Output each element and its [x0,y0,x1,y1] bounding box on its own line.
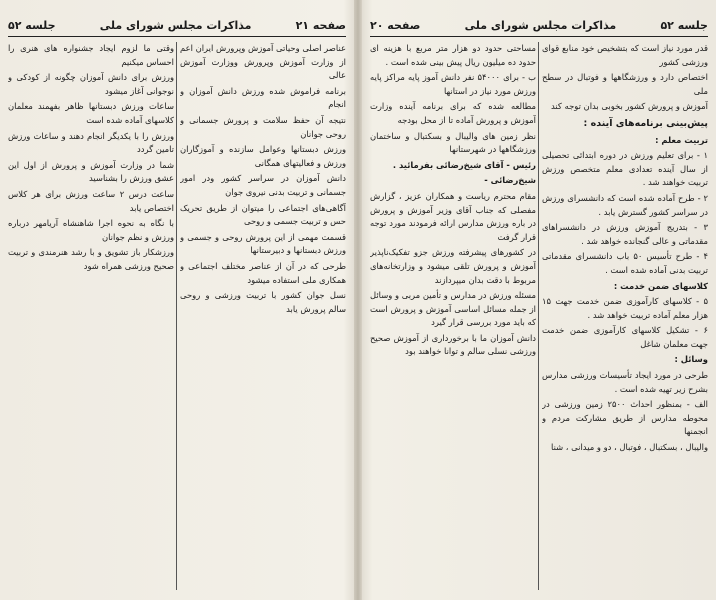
paragraph: قدر مورد نیاز است که بتشخیص خود منابع قوای ورزشی کشور [542,43,708,67]
right-page-title: مذاکرات مجلس شورای ملی [464,18,617,32]
paragraph: در کشورهای پیشرفته ورزش جزو تفکیک‌ناپذیر آموزش و پرورش تلقی میشود و وزارتخانه‌های مربوط با دقت بدان میپردازند [370,247,536,285]
paragraph: مقام محترم ریاست و همکاران عزیز ، گزارش مفصلی که جناب آقای وزیر آموزش و پرورش در باره ورزش مدارس ارائه فرمودند مورد توجه قرار گرفت [370,190,536,242]
left-page-label: صفحه ۲۱ [295,18,346,32]
section-heading: پیش‌بینی برنامه‌های آینده : [583,117,708,129]
list-item: ۲ - طرح آماده شده است که دانشسرای ورزش در سراسر کشور گسترش یابد . [542,192,708,217]
paragraph: ورزش برای دانش آموزان چگونه از کودکی و نوجوانی آغاز میشود [8,72,174,96]
paragraph: طرحی که در آن از عناصر مختلف اجتماعی و همکاری ملی استفاده میشود [180,260,346,285]
speaker-line: رئیس - آقای شیخ‌رضائی بفرمائید . [392,159,536,170]
paragraph: مسئله ورزش در مدارس و تأمین مربی و وسائل از جمله مسائل اساسی آموزش و پرورش است که باید مورد بررسی قرار گیرد [370,290,536,328]
left-page-session: جلسه ۵۲ [8,18,56,32]
speaker-name: شیخ‌رضائی - [484,175,536,186]
right-page-column-right [542,42,708,592]
column-divider [176,42,177,590]
paragraph: آگاهی‌های اجتماعی را میتوان از طریق تحریک حس و تربیت جسمی و روحی [180,202,346,227]
paragraph: اختصاص دارد و ورزشگاهها و فوتبال در سطح ملی [542,72,708,96]
paragraph: نتیجه آن حفظ سلامت و پرورش جسمانی و روحی جوانان [180,114,346,139]
paragraph: قسمت مهمی از این پرورش روحی و جسمی و ورزش دبستانها و دبیرستانها [180,231,346,256]
list-item: والیبال ، بسکتبال ، فوتبال ، دو و میدانی ، شنا [551,442,708,453]
left-page [0,0,354,600]
left-page-header [8,14,346,37]
paragraph: با نگاه به نحوه اجرا شاهنشاه آریامهر درباره ورزش و نظم جوانان [8,218,174,242]
list-item: طرحی در مورد ایجاد تأسیسات ورزشی مدارس بشرح زیر تهیه شده است . [542,370,708,394]
paragraph: ساعت درس ۲ ساعت ورزش برای هر کلاس اختصاص یابد [8,188,174,213]
left-page-column-right [180,42,346,592]
list-item: ۳ - بتدریج آموزش ورزش در دانشسراهای مقدماتی و عالی گنجانده خواهد شد . [542,222,708,246]
paragraph: نظر زمین های والیبال و بسکتبال و ساختمان ورزشگاهها در شهرستانها [370,130,536,155]
paragraph: آموزش و پرورش کشور بخوبی بدان توجه کند [551,101,708,112]
book-gutter [354,0,362,600]
list-item: ۴ - طرح تأسیس ۵۰ باب دانشسرای مقدماتی تربیت بدنی آماده شده است . [542,251,708,275]
subheading: تربیت معلم : [655,134,708,145]
paragraph: شما در وزارت آموزش و پرورش از اول این عشق ورزش را بشناسید [8,159,174,184]
paragraph: نسل جوان کشور با تربیت ورزشی و روحی سالم پرورش یابد [180,290,346,314]
subheading: کلاسهای ضمن خدمت : [613,280,708,291]
subheading: وسائل : [674,354,708,365]
right-page-session: جلسه ۵۲ [660,18,708,32]
right-page-label: صفحه ۲۰ [370,18,421,32]
left-page-column-left [8,42,174,592]
right-page [362,0,716,600]
list-item: الف - بمنظور احداث ۲۵۰۰ زمین ورزشی در محوطه مدارس از طریق مشارکت مردم و انجمنها [542,399,708,437]
paragraph: ورزش دبستانها وعوامل سازنده و آموزگاران ورزش و فعالیتهای همگانی [180,144,346,168]
column-divider [538,42,539,590]
list-item: ۵ - کلاسهای کارآموزی ضمن خدمت جهت ۱۵ هزار معلم آماده تربیت خواهد شد . [542,296,708,320]
right-page-header [370,14,708,37]
paragraph: مساحتی حدود دو هزار متر مربع با هزینه ای حدود ده میلیون ریال پیش بینی شده است . [370,43,536,67]
paragraph: ب - برای ۵۴۰۰۰ نفر دانش آموز پایه مراکز پایه ورزش مورد نیاز در استانها [370,72,536,96]
list-item: ۶ - تشکیل کلاسهای کارآموزی ضمن خدمت جهت معلمان شاغل [542,325,708,349]
left-page-title: مذاکرات مجلس شورای ملی [99,18,252,32]
paragraph: دانش آموزان ما با برخورداری از آموزش صحیح ورزشی نسلی سالم و توانا خواهند بود [370,332,536,357]
paragraph: ورزش را با یکدیگر انجام دهند و ساعات ورزش تامین گردد [8,130,174,155]
paragraph: عناصر اصلی وحیاتی آموزش وپرورش ایران اعم از وزارت آموزش وپرورش ووزارت آموزش عالی [180,43,346,81]
paragraph: مطالعه شده که برای برنامه آینده وزارت آموزش و پرورش آماده تا از محل بودجه [370,101,536,125]
right-page-column-left [370,42,536,592]
paragraph: برنامه فراموش شده ورزش دانش آموزان و انجام [180,85,346,110]
paragraph: وقتی ما لزوم ایجاد جشنواره های هنری را احساس میکنیم [8,43,174,67]
paragraph: ورزشکار باز تشویق و با رشد هنرمندی و تربیت صحیح ورزشی همراه شود [8,247,174,271]
list-item: ۱ - برای تعلیم ورزش در دوره ابتدائی تحصیلی از سال آینده تعدادی معلم متخصص ورزش تربیت خواهند شد . [542,150,708,188]
paragraph: ساعات ورزش دبستانها ظاهر بفهمند معلمان کلاسهای آماده شده است [8,101,174,125]
paragraph: دانش آموزان در سراسر کشور ودر امور جسمانی و تربیت بدنی نیروی جوان [180,173,346,197]
